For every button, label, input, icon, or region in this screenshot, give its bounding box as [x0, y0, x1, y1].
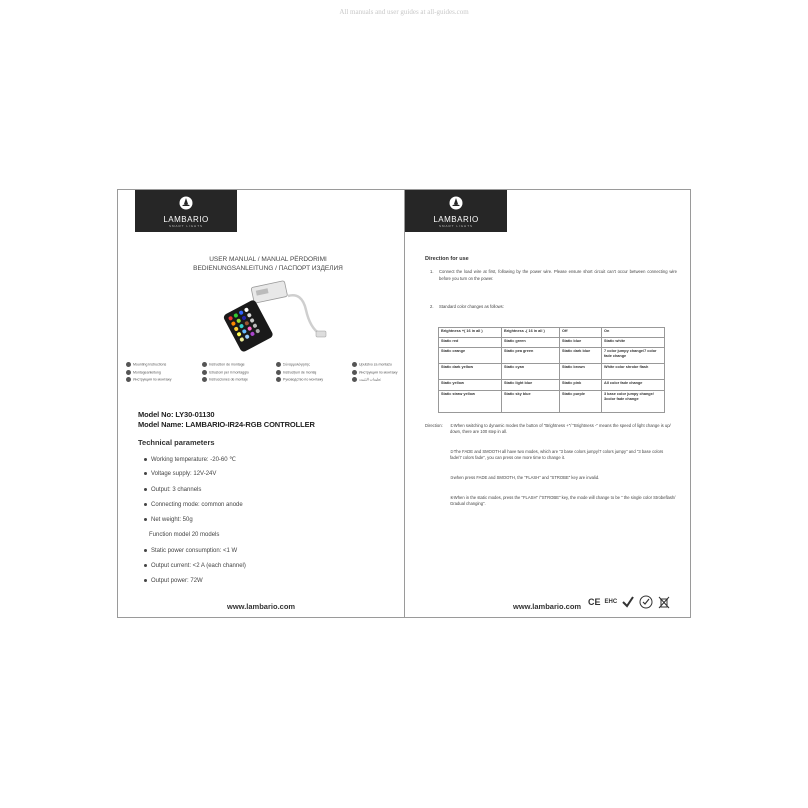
- step-text: Connect the load wire at first, following by the power wire. Please ensure short circuit can't occur between connecting wire before you turn on the power.: [439, 269, 677, 281]
- language-column-4: [352, 362, 424, 385]
- language-item: تعليمات التثبيت: [352, 377, 424, 385]
- table-cell: Static light blue: [502, 380, 560, 391]
- table-cell: Static dark yellow: [439, 364, 502, 380]
- note-item: ①When switching to dynamic modes the button of "Brightness +"/ "Brightness -" means the speed of light change is up/ down, there are 100 step in all.: [450, 423, 671, 434]
- param-item: Output: 3 channels: [144, 487, 201, 493]
- brand-mark-icon: [179, 196, 193, 210]
- brand-tagline: SMART LIGHTS: [168, 224, 204, 228]
- language-item: Инструкция по монтажу: [126, 377, 198, 385]
- table-row: [439, 328, 665, 338]
- table-row: [439, 391, 665, 413]
- language-item: Instrucțiuni de montaj: [276, 370, 348, 378]
- flag-icon: [276, 377, 281, 382]
- language-item: Uputstvo za montažu: [352, 362, 424, 370]
- language-item: Инструкция по монтажу: [352, 370, 424, 378]
- step-1: [430, 268, 677, 282]
- table-cell: Static yellow: [439, 380, 502, 391]
- flag-icon: [276, 370, 281, 375]
- website-left: www.lambario.com: [227, 602, 296, 611]
- watermark: All manuals and user guides at all-guides.com: [339, 8, 469, 16]
- table-cell: Off: [560, 328, 602, 338]
- table-row: [439, 338, 665, 348]
- bullet-icon: [144, 458, 147, 461]
- language-column-1: [126, 362, 198, 385]
- checkmark-cert-icon: [621, 595, 635, 609]
- language-item: Istruzioni per il montaggio: [202, 370, 274, 378]
- table-cell: Static purple: [560, 391, 602, 413]
- table-cell: All color fade change: [602, 380, 665, 391]
- note-item: ④When in the static modes, press the "FLASH" /"STROBE" key, the mode will change to be " the single color Strobeflash/ Gradual changing".: [450, 495, 676, 506]
- rohs-icon: [639, 595, 653, 609]
- language-item: Montageanleitung: [126, 370, 198, 378]
- param-item: Function model 20 models: [149, 532, 220, 538]
- param-item: Output power: 72W: [144, 578, 203, 584]
- table-cell: Static sky blue: [502, 391, 560, 413]
- param-item: Output current: <2 A (each channel): [144, 563, 246, 569]
- flag-icon: [352, 370, 357, 375]
- table-row: [439, 380, 665, 391]
- language-column-2: [202, 362, 274, 385]
- flag-icon: [352, 362, 357, 367]
- bullet-icon: [144, 488, 147, 491]
- eac-mark: EHC: [604, 599, 618, 605]
- bullet-icon: [144, 503, 147, 506]
- flag-icon: [202, 377, 207, 382]
- flag-icon: [202, 362, 207, 367]
- table-cell: Brightness -( 16 in all ): [502, 328, 560, 338]
- table-cell: Static green: [502, 338, 560, 348]
- flag-icon: [126, 362, 131, 367]
- flag-icon: [126, 370, 131, 375]
- flag-icon: [126, 377, 131, 382]
- table-cell: Static white: [602, 338, 665, 348]
- table-cell: Static pea green: [502, 348, 560, 364]
- bullet-icon: [144, 579, 147, 582]
- step-2: [430, 303, 677, 310]
- param-item: Connecting mode: common anode: [144, 502, 243, 508]
- table-cell: Static dark blue: [560, 348, 602, 364]
- flag-icon: [352, 377, 357, 382]
- note-item: ③when press FADE and SMOOTH, the "FLASH" and "STROBE" key are invalid.: [450, 475, 600, 480]
- param-item: Static power consumption: <1 W: [144, 548, 237, 554]
- model-name: Model Name: LAMBARIO-IR24-RGB CONTROLLER: [138, 420, 315, 429]
- bullet-icon: [144, 472, 147, 475]
- param-item: Voltage supply: 12V-24V: [144, 471, 216, 477]
- language-item: Instrucciones de montaje: [202, 377, 274, 385]
- brand-name: LAMBARIO: [433, 215, 479, 224]
- table-cell: Static pink: [560, 380, 602, 391]
- param-item: Working temperature: -20-60 ℃: [144, 456, 236, 463]
- ce-mark: CE: [588, 597, 601, 607]
- language-item: Instruction de montage: [202, 362, 274, 370]
- table-cell: Static cyan: [502, 364, 560, 380]
- table-cell: Static red: [439, 338, 502, 348]
- bullet-icon: [144, 564, 147, 567]
- website-right: www.lambario.com: [513, 602, 582, 611]
- certification-marks: [588, 595, 671, 609]
- direction-label: Direction:: [425, 423, 443, 428]
- table-cell: 7 color jumpy change/7 color fade change: [602, 348, 665, 364]
- table-cell: 3 base color jumpy change/ 3color fade change: [602, 391, 665, 413]
- table-row: [439, 348, 665, 364]
- note-item: ②The FADE and SMOOTH all have two modes, which are "3 base colors jumpy/7 colors jumpy" and "3 base colors fade/7 colors fade", you can press one more time to change it.: [450, 449, 664, 460]
- table-cell: Static brown: [560, 364, 602, 380]
- flag-icon: [202, 370, 207, 375]
- page-divider: [404, 190, 405, 617]
- weee-bin-icon: [657, 595, 671, 609]
- language-column-3: [276, 362, 348, 385]
- table-cell: White color shrobe flash: [602, 364, 665, 380]
- step-number: 2.: [430, 304, 434, 309]
- brand-name: LAMBARIO: [163, 215, 209, 224]
- table-cell: Brightness +( 16 in all ): [439, 328, 502, 338]
- flag-icon: [276, 362, 281, 367]
- title-line-1: USER MANUAL / MANUAL PËRDORIMI: [209, 256, 327, 263]
- brand-logo-right: [405, 190, 507, 232]
- param-item: Net weight: 50g: [144, 517, 193, 523]
- color-changes-table: [438, 327, 665, 413]
- table-row: [439, 364, 665, 380]
- brand-mark-icon: [449, 196, 463, 210]
- technical-parameters-heading: Technical parameters: [138, 438, 215, 447]
- step-text: Standard color changes as follows:: [439, 304, 504, 309]
- controller-product-image: [210, 280, 330, 352]
- language-item: Mounting Instructions: [126, 362, 198, 370]
- bullet-icon: [144, 549, 147, 552]
- model-number: Model No: LY30-01130: [138, 410, 215, 419]
- table-cell: Static blue: [560, 338, 602, 348]
- manual-spread: [117, 189, 691, 618]
- brand-tagline: SMART LIGHTS: [438, 224, 474, 228]
- step-number: 1.: [430, 269, 434, 274]
- table-cell: Static orange: [439, 348, 502, 364]
- table-cell: Static straw yellow: [439, 391, 502, 413]
- brand-logo-left: [135, 190, 237, 232]
- direction-heading: Direction for use: [425, 256, 469, 262]
- title-line-2: BEDIENUNGSANLEITUNG / ПАСПОРТ ИЗДЕЛИЯ: [193, 265, 343, 272]
- language-item: Σύναρμολόγησης: [276, 362, 348, 370]
- table-cell: On: [602, 328, 665, 338]
- bullet-icon: [144, 518, 147, 521]
- language-item: Руководство по монтажу: [276, 377, 348, 385]
